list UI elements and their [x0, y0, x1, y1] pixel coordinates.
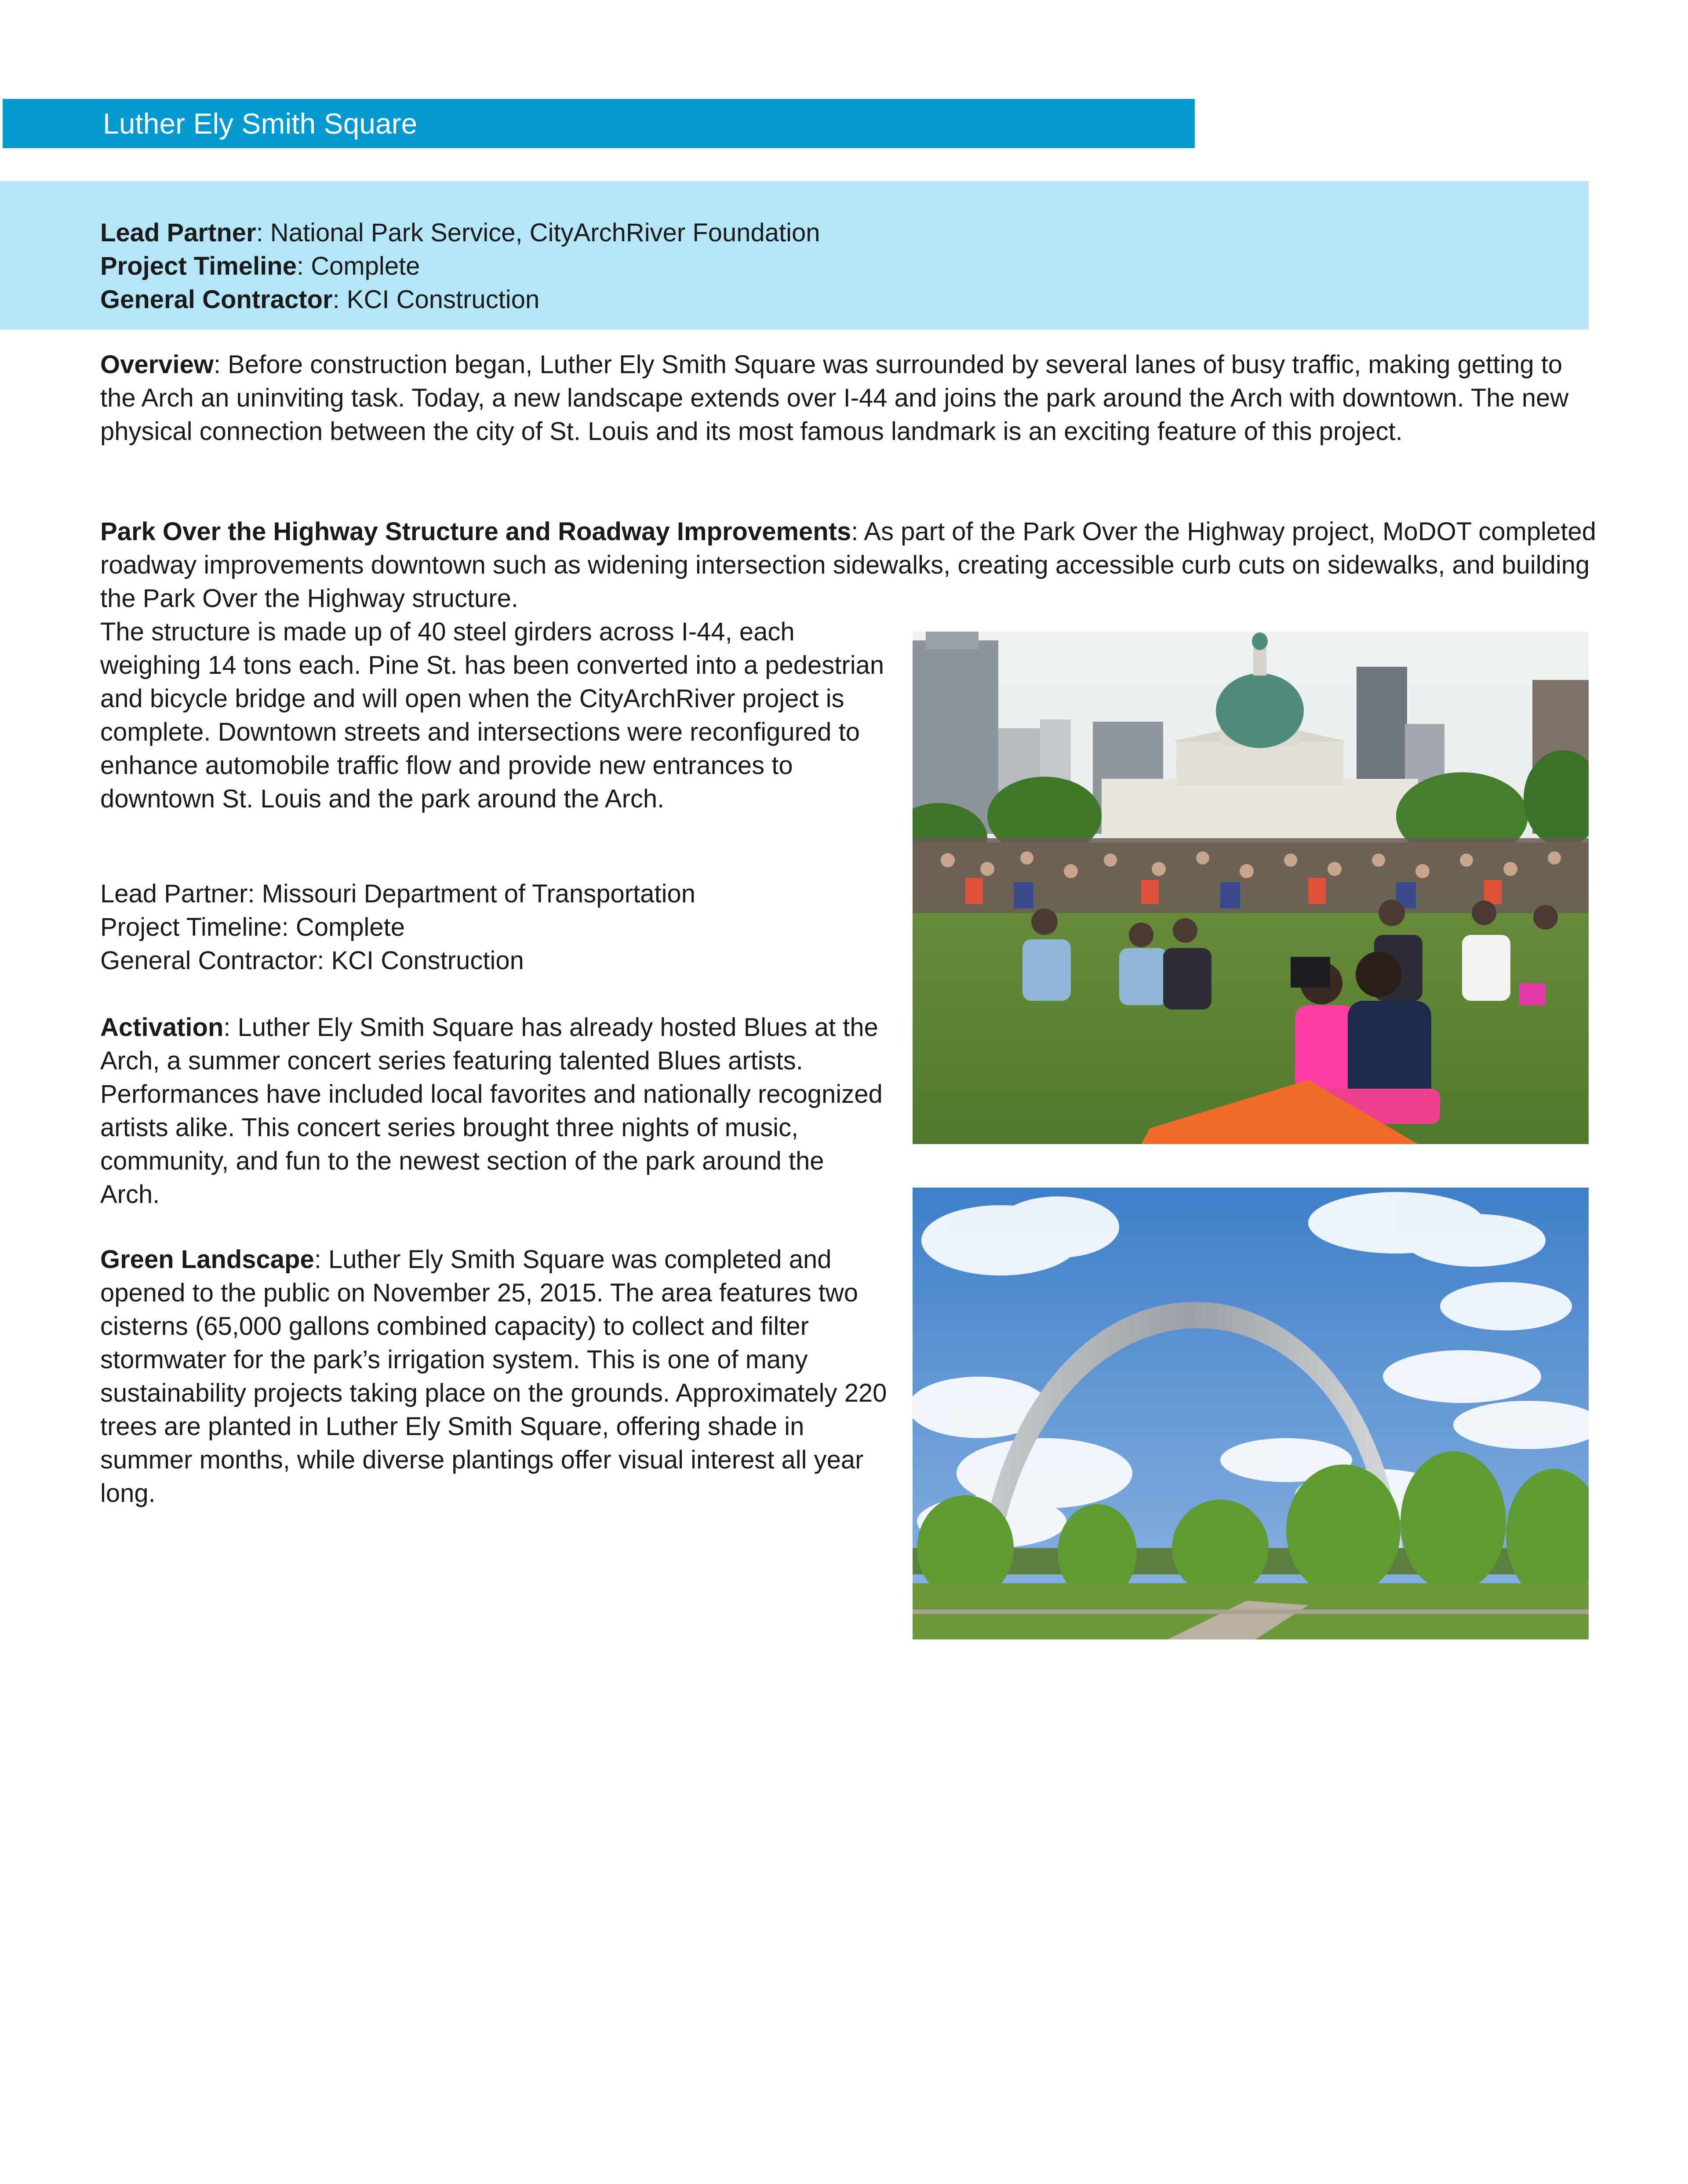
highway-structure-paragraph: The structure is made up of 40 steel girders across I-44, each weighing 14 tons each. Pine St. has been converted into a pedestrian and bicycle bridge and will open when the CityArchRiver project is complete. Downtown streets and intersections were reconfigured to enhance automobile traffic flow and provide new entrances to downtown St. Louis and the park around the Arch. [100, 618, 884, 813]
overview-label: Overview [100, 350, 214, 379]
green-landscape-label: Green Landscape [100, 1245, 314, 1274]
modot-lead-partner: Lead Partner: Missouri Department of Transportation [100, 879, 695, 908]
concert-crowd-photo [913, 632, 1589, 1144]
overview-text: : Before construction began, Luther Ely Smith Square was surrounded by several lanes of busy traffic, making getting to the Arch an uninviting task. Today, a new landscape extends over I-44 and joins the park around the Arch with downtown. The new physical connection between the city of St. Louis and its most famous landmark is an exciting feature of this project. [100, 350, 1569, 446]
highway-paragraph [100, 515, 1599, 615]
green-landscape-text: : Luther Ely Smith Square was completed and opened to the public on November 25, 2015. The area features two cisterns (65,000 gallons combined capacity) to collect and filter stormwater for the park’s irrigation system. This is one of many sustainability projects taking place on the grounds. Approximately 220 trees are planted in Luther Ely Smith Square, offering shade in summer months, while diverse plantings offer visual interest all year long. [100, 1245, 887, 1508]
green-landscape-paragraph [100, 1243, 891, 1510]
timeline-value: : Complete [296, 252, 420, 280]
lead-partner-row [100, 216, 1589, 250]
lead-partner-label: Lead Partner [100, 218, 256, 247]
activation-label: Activation [100, 1013, 224, 1042]
timeline-label: Project Timeline [100, 252, 297, 280]
page-title: Luther Ely Smith Square [3, 99, 1195, 148]
highway-text: : As part of the Park Over the Highway project, MoDOT completed roadway improvements downtown such as widening intersection sidewalks, creating accessible curb cuts on sidewalks, and building the Park Over the Highway structure. [100, 517, 1596, 613]
lead-partner-value: : National Park Service, CityArchRiver Foundation [256, 218, 820, 247]
contractor-label: General Contractor [100, 285, 333, 314]
project-info-band [0, 181, 1589, 330]
contractor-row [100, 283, 1589, 316]
overview-paragraph [100, 348, 1599, 448]
modot-info-block [100, 877, 891, 978]
contractor-value: : KCI Construction [332, 285, 540, 314]
activation-paragraph [100, 1011, 883, 1211]
modot-timeline: Project Timeline: Complete [100, 913, 405, 941]
modot-contractor: General Contractor: KCI Construction [100, 946, 524, 975]
gateway-arch-photo [913, 1188, 1589, 1639]
highway-label: Park Over the Highway Structure and Roadway Improvements [100, 517, 851, 546]
activation-text: : Luther Ely Smith Square has already hosted Blues at the Arch, a summer concert series featuring talented Blues artists. Performances have included local favorites and nationally recognized artists alike. This concert series brought three nights of music, community, and fun to the newest section of the park around the Arch. [100, 1013, 883, 1209]
timeline-row [100, 250, 1589, 283]
